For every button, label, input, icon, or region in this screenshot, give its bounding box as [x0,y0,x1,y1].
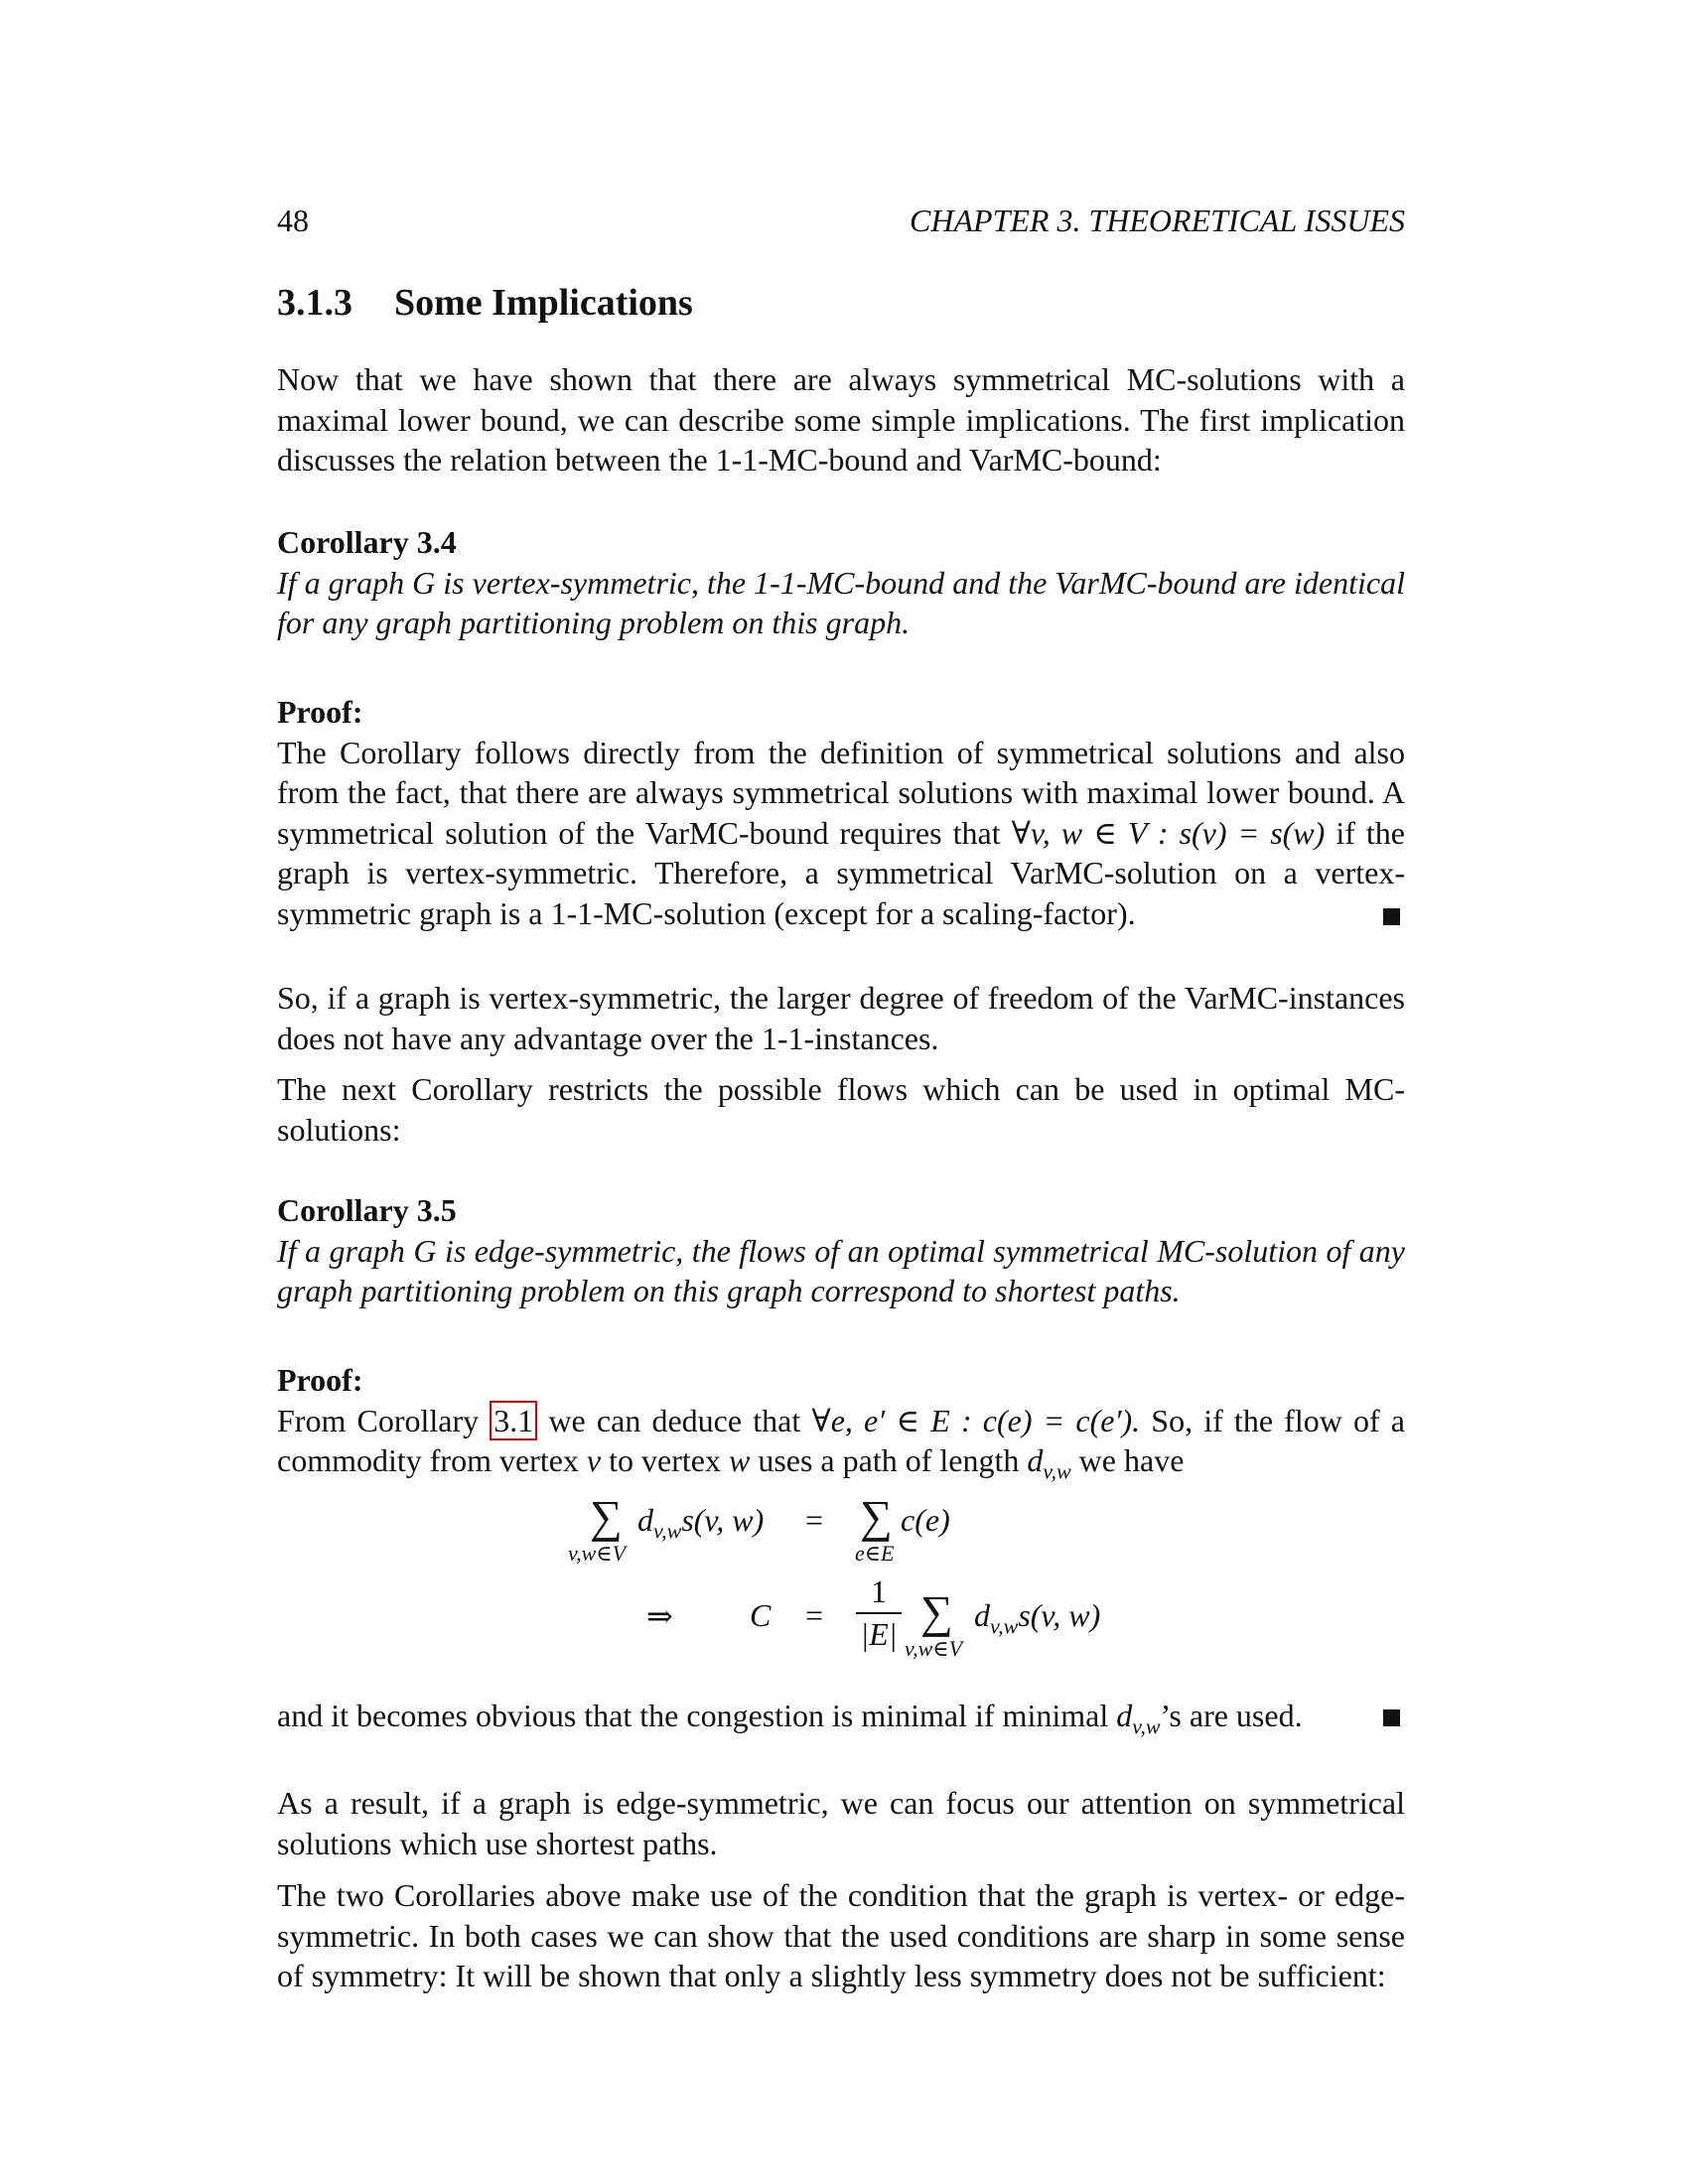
corollary-3-5 [277,1190,1405,1311]
section-heading [277,280,693,326]
corollary-3-4 [277,522,1405,643]
sum-symbol: ∑ [860,1491,893,1542]
math-var: C [750,1597,772,1633]
proof-text: From Corollary [277,1402,491,1438]
section-title: Some Implications [394,282,693,324]
math-subscript: v,w [1043,1458,1071,1484]
corollary-heading: Corollary 3.5 [277,1192,457,1228]
proof-text: if the graph is vertex-symmetric. Therefore, a symmetrical VarMC-solution on a vertex-symmetric graph is a 1-1-MC-solution (except for a scaling-factor). [277,814,1405,931]
fraction-denominator: |E| [860,1616,898,1652]
proof-text: we have [1070,1442,1185,1478]
math-var: d [1116,1698,1133,1733]
proof-heading: Proof: [277,1362,363,1398]
math-subscript: v,w [653,1518,682,1544]
sum-symbol: ∑ [590,1491,623,1542]
qed-square-icon [1383,908,1400,925]
paragraph-result: As a result, if a graph is edge-symmetric, we can focus our attention on symmetrical solutions which use shortest paths. [277,1785,1405,1861]
proof-text: ’s are used. [1160,1698,1303,1733]
proof-text: and it becomes obvious that the congestion is minimal if minimal [277,1698,1117,1733]
math-var: d [1027,1442,1044,1478]
proof-text: we can deduce that [537,1402,812,1438]
intro-paragraph: Now that we have shown that there are always symmetrical MC-solutions with a maximal lower bound, we can describe some simple implications. The first implication discusses the relation between the 1-1-MC-bound and VarMC-bound: [277,361,1405,478]
proof-2 [277,1360,1406,1484]
math-expression: c(e) [901,1502,950,1538]
page-number: 48 [277,203,309,238]
proof-heading: Proof: [277,694,363,730]
qed-square-icon [1383,1709,1400,1726]
corollary-statement: If a graph G is vertex-symmetric, the 1-1-MC-bound and the VarMC-bound are identical for any graph partitioning problem on this graph. [277,564,1405,640]
proof-text: uses a path of length [750,1442,1028,1478]
after-equation-text [277,1696,1405,1739]
proof-text: The Corollary follows directly from the definition of symmetrical solutions and also from the fact, that there are always symmetrical solutions with maximal lower bound. A symmetrical solution of the VarMC-bound requires that [277,734,1405,851]
math-var: w [728,1442,751,1478]
proof-text: to vertex [601,1442,729,1478]
proof-1 [277,692,1405,933]
math-subscript: v,w [990,1613,1019,1639]
corollary-statement: If a graph G is edge-symmetric, the flows of an optimal symmetrical MC-solution of any graph partitioning problem on this graph correspond to shortest paths. [277,1232,1405,1308]
math-var: d [974,1597,990,1633]
paragraph-so: So, if a graph is vertex-symmetric, the larger degree of freedom of the VarMC-instances does not have any advantage over the 1-1-instances. [277,980,1405,1056]
sum-limit: v,w∈V [568,1541,627,1566]
proof-text: So, if the flow of a commodity from vertex [277,1402,1406,1478]
equals-sign: = [805,1597,824,1633]
math-var: d [637,1502,653,1538]
paragraph-two-corollaries: The two Corollaries above make use of the condition that the graph is vertex- or edge-symmetric. In both cases we can show that the used conditions are sharp in some sense of symmetry: It will be shown that only a slightly less symmetry does not be sufficient: [277,1877,1405,1993]
math-expression: s(v, w) [681,1502,765,1538]
fraction-bar [856,1612,902,1614]
math-expression: s(v, w) [1018,1597,1101,1633]
proof-math: ∀e, e′ ∈ E : c(e) = c(e′). [811,1402,1141,1438]
equals-sign: = [805,1502,824,1538]
fraction-numerator: 1 [871,1573,887,1609]
chapter-title: CHAPTER 3. THEORETICAL ISSUES [910,203,1405,238]
math-subscript: v,w [1132,1713,1161,1739]
sum-limit: e∈E [855,1541,895,1566]
section-number: 3.1.3 [277,282,352,324]
fraction [856,1573,902,1653]
corollary-reference-link[interactable]: 3.1 [490,1401,537,1440]
corollary-heading: Corollary 3.4 [277,524,457,560]
implies-arrow: ⇒ [646,1598,673,1634]
equation-block [277,1491,1405,1673]
sum-symbol: ∑ [920,1586,953,1637]
paragraph-next: The next Corollary restricts the possible flows which can be used in optimal MC-solutions: [277,1071,1405,1148]
math-var: v [586,1442,602,1478]
sum-limit: v,w∈V [905,1636,963,1661]
proof-math: ∀v, w ∈ V : s(v) = s(w) [1011,814,1326,851]
